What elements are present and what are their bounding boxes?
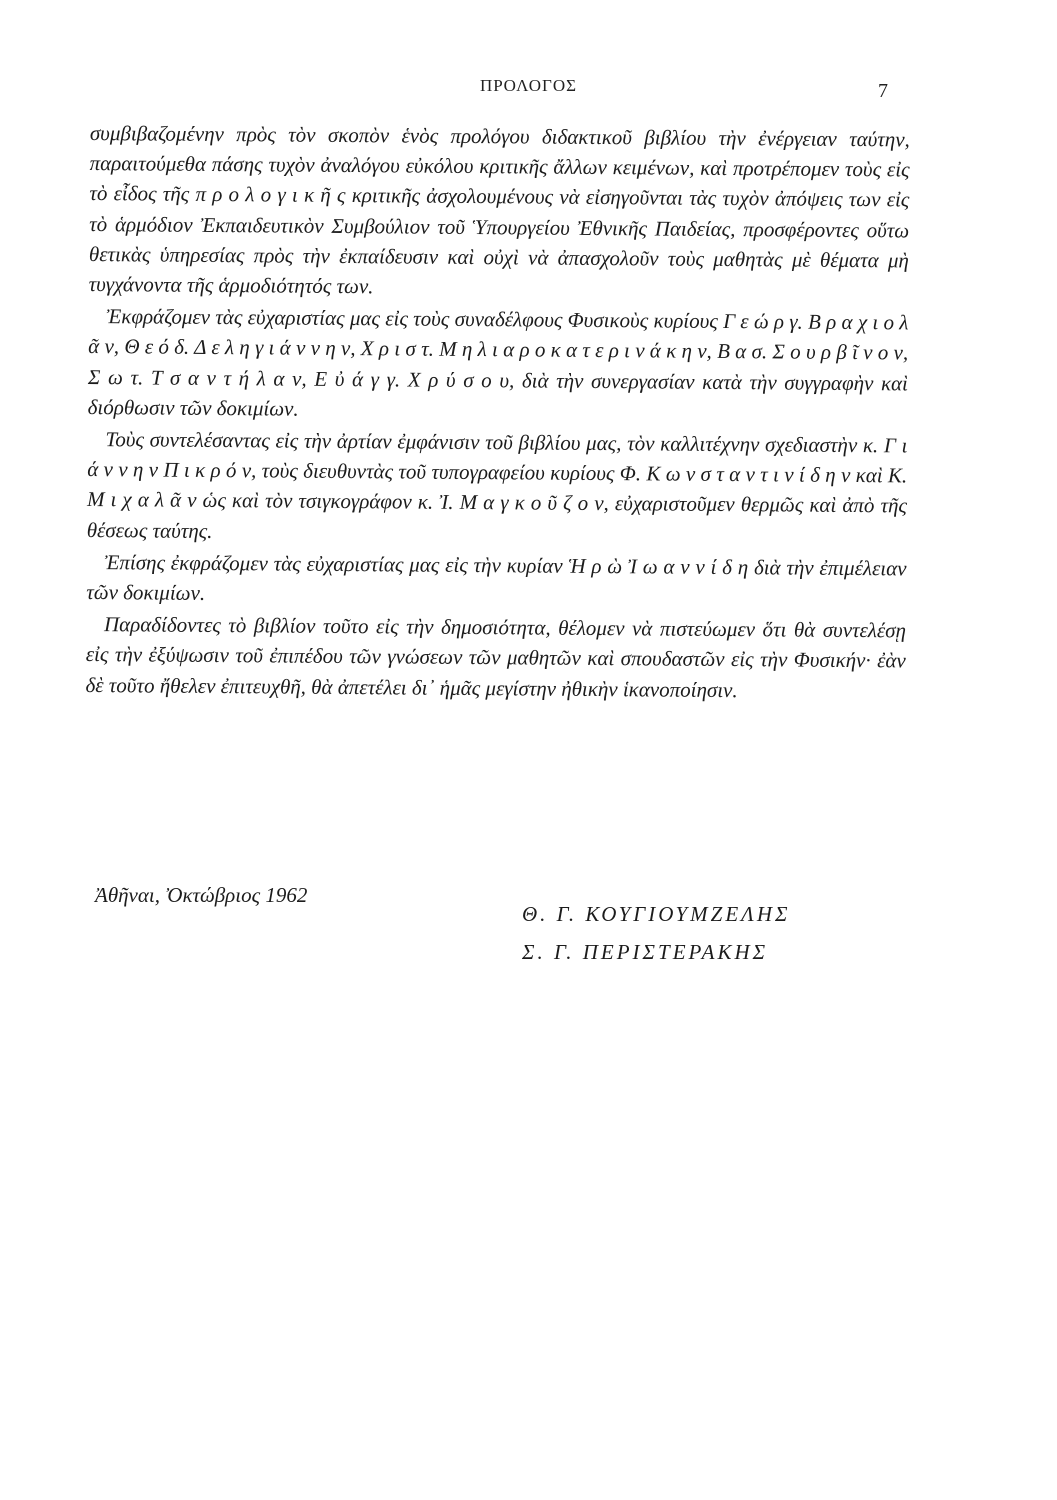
paragraph-closing: Παραδίδοντες τὸ βιβλίον τοῦτο εἰς τὴν δημοσιότητα, θέλομεν νὰ πιστεύωμεν ὅτι θὰ συντελέσῃ εἰς τὴν ἐξύψωσιν τοῦ ἐπιπέδου τῶν γνώσεων τῶν μαθητῶν καὶ σπουδαστῶν εἰς τὴν Φυσικήν· ἐὰν δὲ τοῦτο ἤθελεν ἐπιτευχθῆ, θὰ ἀπετέλει δι᾽ ἡμᾶς μεγίστην ἠθικὴν ἱκανοποίησιν. bbox=[85, 612, 907, 702]
author-signature: Θ. Γ. ΚΟΥΓΙΟΥΜΖΕΛΗΣ bbox=[522, 902, 791, 926]
author-signatures bbox=[522, 895, 791, 971]
paragraph-thanks-colleagues: Ἐκφράζομεν τὰς εὐχαριστίας μας εἰς τοὺς συναδέλφους Φυσικοὺς κυρίους Γ ε ώ ρ γ. Β ρ α χ ι ο λ ᾶ ν, Θ ε ό δ. Δ ε λ η γ ι ά ν ν η ν, Χ ρ ι σ τ. Μ η λ ι α ρ ο κ α τ ε ρ ι ν ά κ η ν, Β α σ. Σ ο υ ρ β ῖ ν ο ν, Σ ω τ. Τ σ α ν τ ή λ α ν, Ε ὐ ά γ γ. Χ ρ ύ σ ο υ, διὰ τὴν συνεργασίαν κατὰ τὴν συγγραφὴν καὶ διόρθωσιν τῶν δοκιμίων. bbox=[87, 304, 909, 421]
paragraph-thanks-proofreading: Ἐπίσης ἐκφράζομεν τὰς εὐχαριστίας μας εἰς τὴν κυρίαν Ἡ ρ ὼ Ἰ ω α ν ν ί δ η διὰ τὴν ἐπιμέλειαν τῶν δοκιμίων. bbox=[86, 549, 907, 605]
paragraph-thanks-production: Τοὺς συντελέσαντας εἰς τὴν ἀρτίαν ἐμφάνισιν τοῦ βιβλίου μας, τὸν καλλιτέχνην σχεδιαστὴν κ. Γ ι ά ν ν η ν Π ι κ ρ ό ν, τοὺς διευθυντὰς τοῦ τυπογραφείου κυρίους Φ. Κ ω ν σ τ α ν τ ι ν ί δ η ν καὶ Κ. Μ ι χ α λ ᾶ ν ὡς καὶ τὸν τσιγκογράφον κ. Ἰ. Μ α γ κ ο ῦ ζ ο ν, εὐχαριστοῦμεν θερμῶς καὶ ἀπὸ τῆς θέσεως ταύτης. bbox=[86, 427, 908, 543]
paragraph-continuation: συμβιβαζομένην πρὸς τὸν σκοπὸν ἑνὸς προλόγου διδακτικοῦ βιβλίου τὴν ἐνέργειαν ταύτην, παραιτούμεθα πάσης τυχὸν ἀναλόγου εὐκόλου κριτικῆς ἄλλων κειμένων, καὶ προτρέπομεν τοὺς εἰς τὸ εἶδος τῆς π ρ ο λ ο γ ι κ ῆ ς κριτικῆς ἀσχολουμένους νὰ εἰσηγοῦνται τὰς τυχὸν ἀπόψεις των εἰς τὸ ἁρμόδιον Ἐκπαιδευτικὸν Συμβούλιον τοῦ Ὑπουργείου Ἐθνικῆς Παιδείας, προσφέροντες οὕτω θετικὰς ὑπηρεσίας πρὸς τὴν ἐκπαίδευσιν καὶ οὐχὶ νὰ ἀπασχολοῦν τοὺς μαθητὰς μὲ θέματα μὴ τυγχάνοντα τῆς ἁρμοδιότητός των. bbox=[88, 120, 910, 299]
page-number: 7 bbox=[878, 80, 888, 102]
place-and-date: Ἀθῆναι, Ὀκτώβριος 1962 bbox=[95, 883, 308, 907]
running-header-title: ΠΡΟΛΟΓΟΣ bbox=[479, 76, 578, 95]
preface-body bbox=[85, 118, 910, 706]
author-signature: Σ. Γ. ΠΕΡΙΣΤΕΡΑΚΗΣ bbox=[522, 940, 769, 964]
